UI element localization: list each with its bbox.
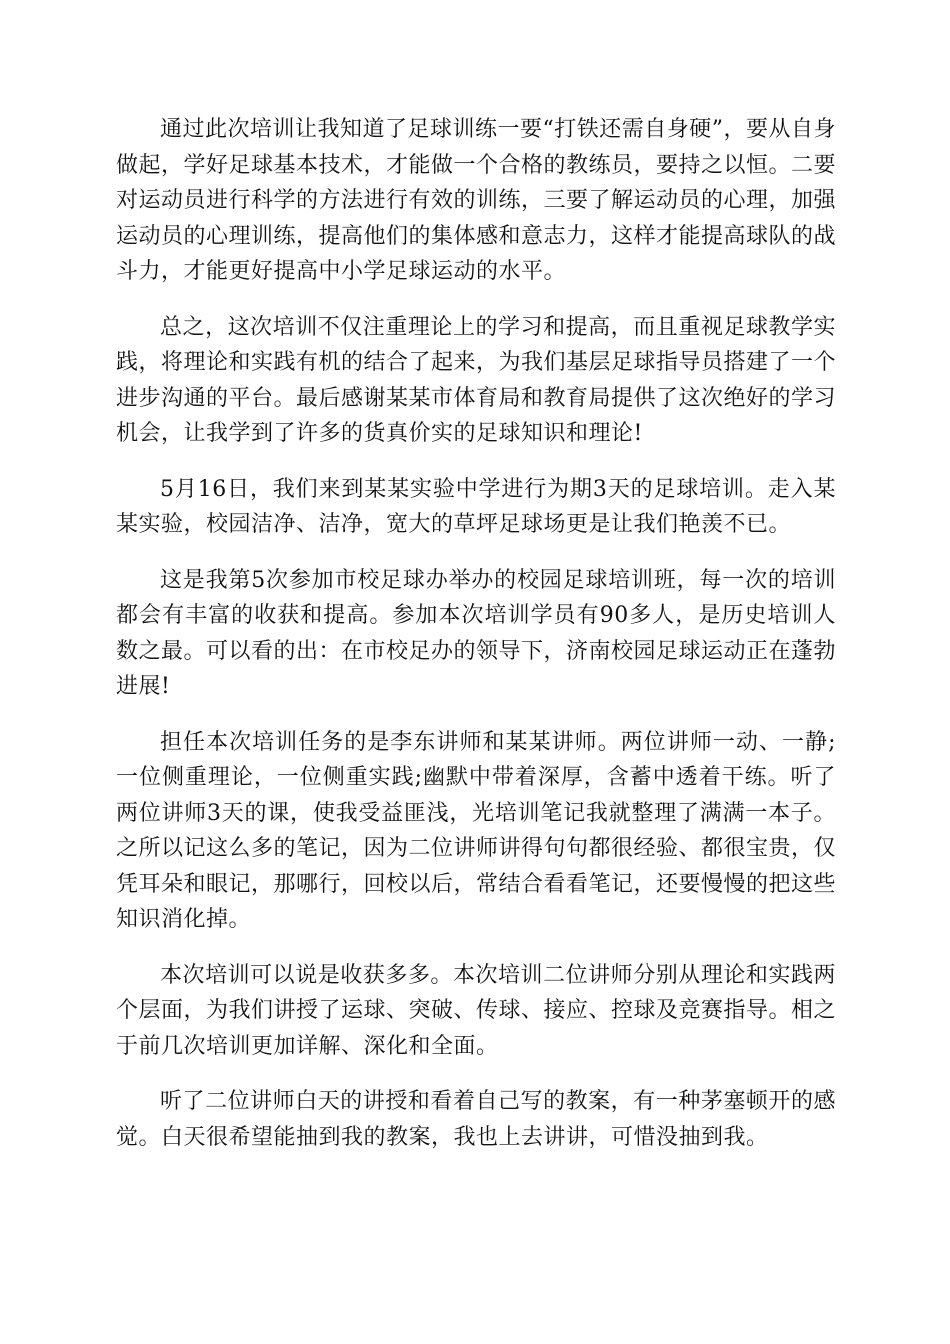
paragraph-fifth-session: 这是我第5次参加市校足球办举办的校园足球培训班，每一次的培训都会有丰富的收获和提高。参加本次培训学员有90多人，是历史培训人数之最。可以看的出：在市校足办的领导下，济南校园足球运动正在蓬勃进展! [116,567,837,699]
paragraph-lesson-plan: 听了二位讲师白天的讲授和看着自己写的教案，有一种茅塞顿开的感觉。白天很希望能抽到我的教案，我也上去讲讲，可惜没抽到我。 [116,1089,836,1150]
document-body [116,112,836,1175]
paragraph-training-lessons: 通过此次培训让我知道了足球训练一要“打铁还需自身硬”，要从自身做起，学好足球基本技术，才能做一个合格的教练员，要持之以恒。二要对运动员进行科学的方法进行有效的训练，三要了解运动员的心理，加强运动员的心理训练，提高他们的集体感和意志力，这样才能提高球队的战斗力，才能更好提高中小学足球运动的水平。 [116,117,837,284]
paragraph-lecturers: 担任本次培训任务的是李东讲师和某某讲师。两位讲师一动、一静;一位侧重理论，一位侧重实践;幽默中带着深厚，含蓄中透着干练。听了两位讲师3天的课，使我受益匪浅，光培训笔记我就整理了满满一本子。之所以记这么多的笔记，因为二位讲师讲得句句都很经验、都很宝贵，仅凭耳朵和眼记，那哪行，回校以后，常结合看看笔记，还要慢慢的把这些知识消化掉。 [116,729,837,932]
paragraph-summary: 总之，这次培训不仅注重理论上的学习和提高，而且重视足球教学实践，将理论和实践有机的结合了起来，为我们基层足球指导员搭建了一个进步沟通的平台。最后感谢某某市体育局和教育局提供了这次绝好的学习机会，让我学到了许多的货真价实的足球知识和理论! [116,314,837,446]
paragraph-arrival: 5月16日，我们来到某某实验中学进行为期3天的足球培训。走入某某实验，校园洁净、洁净，宽大的草坪足球场更是让我们艳羡不已。 [116,476,836,537]
paragraph-gains: 本次培训可以说是收获多多。本次培训二位讲师分别从理论和实践两个层面，为我们讲授了运球、突破、传球、接应、控球及竞赛指导。相之于前几次培训更加详解、深化和全面。 [116,962,837,1059]
